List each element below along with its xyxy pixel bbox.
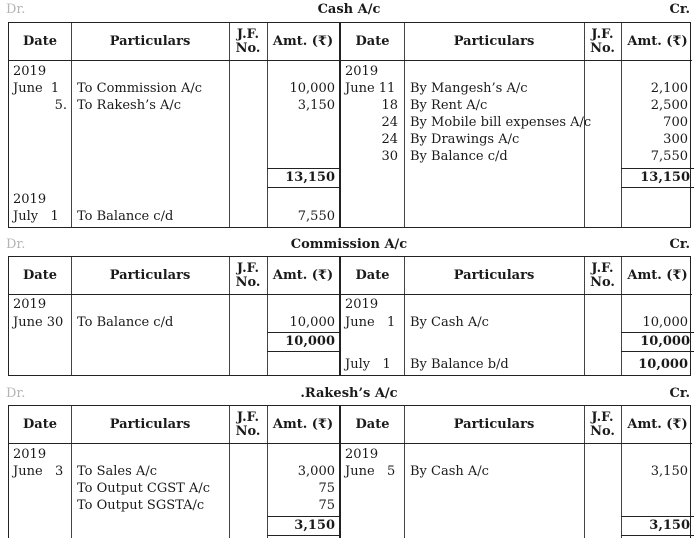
entry-date: 18	[381, 98, 398, 113]
entry-date: 24	[381, 132, 398, 147]
credit-side	[339, 23, 692, 228]
account-title: Commission A/c	[290, 237, 408, 252]
entry-particulars: To Output SGSTA/c	[77, 498, 205, 513]
entry-date: 5.	[54, 98, 67, 113]
entry-particulars: By Balance c/d	[410, 149, 508, 164]
entry-amount: 75	[318, 481, 335, 496]
header-date: Date	[23, 33, 57, 49]
entry-particulars: By Drawings A/c	[410, 132, 520, 147]
entry-date: 2019	[13, 64, 47, 79]
header-particulars: Particulars	[453, 267, 535, 283]
debit-side	[9, 257, 339, 376]
credit-total: 10,000	[621, 332, 694, 352]
rakesh-account-header	[6, 385, 692, 403]
entry-particulars: By Cash A/c	[410, 315, 489, 330]
credit-side-label: Cr.	[669, 386, 690, 401]
entry-particulars: To Balance c/d	[77, 315, 174, 330]
entry-date: June 3	[13, 464, 64, 479]
entry-particulars: To Rakesh’s A/c	[77, 98, 182, 113]
commission-ledger-table	[8, 256, 691, 376]
header-jf: J.F. No.	[235, 409, 261, 439]
credit-total: 3,150	[621, 516, 694, 536]
entry-particulars: To Balance c/d	[77, 209, 174, 224]
account-title: Cash A/c	[317, 2, 381, 17]
credit-total: 13,150	[621, 168, 694, 188]
debit-side	[9, 23, 339, 228]
entry-amount: 3,000	[297, 464, 335, 479]
entry-date: June 11	[345, 81, 396, 96]
credit-side-label: Cr.	[669, 237, 690, 252]
rakesh-ledger-table	[8, 405, 691, 538]
entry-amount: 300	[663, 132, 688, 147]
entry-amount: 7,550	[650, 149, 688, 164]
header-amount: Amt. (₹)	[627, 416, 688, 432]
debit-total: 3,150	[267, 516, 339, 536]
entry-particulars: To Sales A/c	[77, 464, 157, 479]
entry-particulars: By Cash A/c	[410, 464, 489, 479]
entry-amount: 10,000	[642, 315, 688, 330]
header-jf: J.F. No.	[590, 260, 615, 290]
debit-side-label: Dr.	[6, 2, 26, 17]
entry-amount: 10,000	[638, 357, 688, 372]
entry-particulars: To Commission A/c	[77, 81, 203, 96]
header-amount: Amt. (₹)	[272, 267, 334, 283]
entry-date: 2019	[13, 297, 47, 312]
header-particulars: Particulars	[109, 267, 191, 283]
cash-ledger-table	[8, 22, 691, 228]
entry-date: 2019	[345, 64, 379, 79]
entry-particulars: By Balance b/d	[410, 357, 509, 372]
entry-date: July 1	[13, 209, 59, 224]
entry-date: June 1	[13, 81, 60, 96]
header-particulars: Particulars	[453, 33, 535, 49]
entry-date: 2019	[345, 297, 379, 312]
entry-amount: 3,150	[650, 464, 688, 479]
entry-particulars: By Mobile bill expenses A/c	[410, 115, 592, 130]
entry-date: June 1	[345, 315, 396, 330]
entry-amount: 10,000	[289, 315, 335, 330]
header-jf: J.F. No.	[590, 26, 615, 56]
entry-amount: 7,550	[297, 209, 335, 224]
debit-total: 13,150	[267, 168, 339, 188]
entry-amount: 700	[663, 115, 688, 130]
header-particulars: Particulars	[453, 416, 535, 432]
commission-account-header	[6, 236, 692, 254]
header-amount: Amt. (₹)	[272, 33, 334, 49]
entry-amount: 75	[318, 498, 335, 513]
entry-date: 30	[381, 149, 398, 164]
cash-account-header	[6, 1, 692, 19]
entry-particulars: To Output CGST A/c	[77, 481, 211, 496]
entry-date: 2019	[345, 447, 379, 462]
entry-date: June 30	[13, 315, 64, 330]
credit-side	[339, 406, 692, 538]
entry-amount: 2,500	[650, 98, 688, 113]
table-bottom-rule	[8, 227, 691, 228]
entry-date: July 1	[345, 357, 391, 372]
header-jf: J.F. No.	[235, 260, 261, 290]
table-bottom-rule	[8, 375, 691, 376]
entry-date: 24	[381, 115, 398, 130]
header-particulars: Particulars	[109, 416, 191, 432]
entry-particulars: By Mangesh’s A/c	[410, 81, 528, 96]
entry-date: 2019	[13, 447, 47, 462]
credit-side-label: Cr.	[669, 2, 690, 17]
header-amount: Amt. (₹)	[627, 267, 688, 283]
header-particulars: Particulars	[109, 33, 191, 49]
entry-amount: 2,100	[650, 81, 688, 96]
header-date: Date	[23, 267, 57, 283]
debit-total: 10,000	[267, 332, 339, 352]
header-amount: Amt. (₹)	[272, 416, 334, 432]
header-date: Date	[355, 416, 390, 432]
header-jf: J.F. No.	[235, 26, 261, 56]
credit-side	[339, 257, 692, 376]
entry-particulars: By Rent A/c	[410, 98, 488, 113]
debit-side-label: Dr.	[6, 237, 26, 252]
entry-date: 2019	[13, 192, 47, 207]
debit-side	[9, 406, 339, 538]
header-jf: J.F. No.	[590, 409, 615, 439]
header-date: Date	[23, 416, 57, 432]
entry-amount: 3,150	[297, 98, 335, 113]
header-date: Date	[355, 267, 390, 283]
entry-date: June 5	[345, 464, 396, 479]
account-title: .Rakesh’s A/c	[300, 386, 398, 401]
debit-side-label: Dr.	[6, 386, 26, 401]
header-date: Date	[355, 33, 390, 49]
header-amount: Amt. (₹)	[627, 33, 688, 49]
entry-amount: 10,000	[289, 81, 335, 96]
